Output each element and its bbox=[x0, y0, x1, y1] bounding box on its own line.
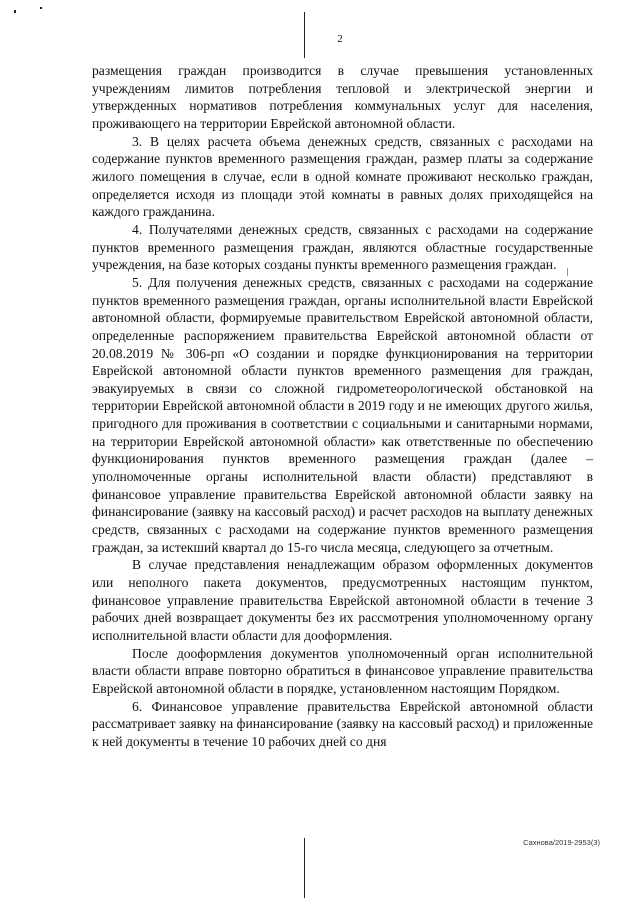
paragraph: После дооформления документов уполномоченный орган исполнительной власти области вправе повторно обратиться в финансовое управление правительства Еврейской автономной области в порядке, установленном настоящим Порядком. bbox=[92, 645, 593, 696]
scan-mark bbox=[40, 7, 42, 9]
scan-mark bbox=[304, 838, 305, 898]
paragraph: 6. Финансовое управление правительства Еврейской автономной области рассматривает заявку на финансирование (заявку на кассовый расход) и приложенные к ней документы в течение 10 рабочих дней со дня bbox=[92, 698, 593, 749]
page-number: 2 bbox=[337, 33, 343, 45]
paragraph: В случае представления ненадлежащим образом оформленных документов или неполного пакета документов, предусмотренных настоящим пунктом, финансовое управление правительства Еврейской автономной области в течение 3 рабочих дней возвращает документы без их рассмотрения уполномоченному органу исполнительной власти области для дооформления. bbox=[92, 557, 593, 643]
document-body bbox=[92, 62, 593, 751]
paragraph: размещения граждан производится в случае превышения установленных учреждениям лимитов потребления тепловой и электрической энергии и утвержденных нормативов потребления коммунальных услуг для населения, проживающего на территории Еврейской автономной области. bbox=[92, 63, 593, 131]
scan-mark bbox=[14, 10, 16, 13]
paragraph: 5. Для получения денежных средств, связанных с расходами на содержание пунктов временного размещения граждан, органы исполнительной власти Еврейской автономной области, формируемые правительством Еврейской автономной области, определенные распоряжением правительства Еврейской автономной области от 20.08.2019 № 306-рп «О создании и порядке функционирования на территории Еврейской автономной области пунктов временного размещения для граждан, эвакуируемых в связи со сложной гидрометеорологической обстановкой на территории Еврейской автономной области в 2019 году и не имеющих другого жилья, пригодного для проживания в соответствии с социальными и санитарными нормами, на территории Еврейской автономной области» как ответственные по обеспечению функционирования пунктов временного размещения граждан (далее – уполномоченные органы исполнительной власти области) представляют в финансовое управление правительства Еврейской автономной области заявку на финансирование (заявку на кассовый расход) и расчет расходов на выплату денежных средств, связанных с расходами на содержание пунктов временного размещения граждан, за истекший квартал до 15-го числа месяца, следующего за отчетным. bbox=[92, 274, 593, 555]
paragraph: 3. В целях расчета объема денежных средств, связанных с расходами на содержание пунктов временного размещения граждан, размер платы за содержание жилого помещения в случае, если в одной комнате проживают несколько граждан, определяется исходя из площади этой комнаты в равных долях приходящейся на каждого гражданина. bbox=[92, 133, 593, 220]
paragraph: 4. Получателями денежных средств, связанных с расходами на содержание пунктов временного размещения граждан, являются областные государственные учреждения, на базе которых созданы пункты временного размещения граждан. bbox=[92, 221, 593, 273]
document-code: Сахнова/2019-2953(3) bbox=[523, 838, 600, 847]
